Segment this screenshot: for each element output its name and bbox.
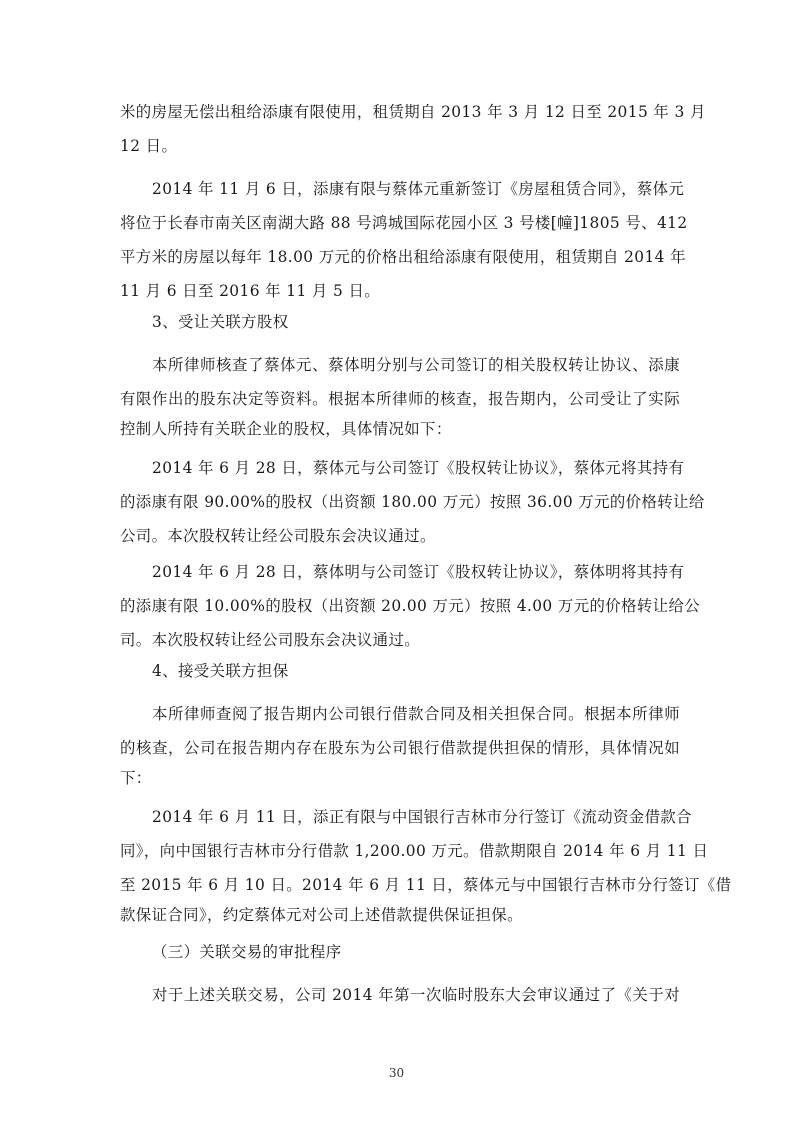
paragraph-line: 至 2015 年 6 月 10 日。2014 年 6 月 11 日，蔡体元与中国银行吉林市分行签订《借: [120, 876, 732, 894]
paragraph-line: 有限作出的股东决定等资料。根据本所律师的核查，报告期内，公司受让了实际: [120, 390, 680, 408]
paragraph-line: 的核查，公司在报告期内存在股东为公司银行借款提供担保的情形，具体情况如: [120, 739, 680, 757]
paragraph-line: 平方米的房屋以每年 18.00 万元的价格出租给添康有限使用，租赁期自 2014 年: [120, 248, 686, 266]
paragraph-line: 司。本次股权转让经公司股东会决议通过。: [120, 631, 421, 649]
paragraph-line: 2014 年 6 月 11 日，添正有限与中国银行吉林市分行签订《流动资金借款合: [152, 808, 692, 826]
paragraph-line: 的添康有限 90.00%的股权（出资额 180.00 万元）按照 36.00 万元的价格转让给: [120, 493, 705, 511]
paragraph-line: 将位于长春市南关区南湖大路 88 号鸿城国际花园小区 3 号楼[幢]1805 号、412: [120, 214, 688, 232]
paragraph-line: 米的房屋无偿出租给添康有限使用，租赁期自 2013 年 3 月 12 日至 2015 年 3 月: [120, 103, 706, 121]
paragraph-line: 的添康有限 10.00%的股权（出资额 20.00 万元）按照 4.00 万元的价格转让给公: [120, 597, 701, 615]
paragraph-line: 2014 年 11 月 6 日，添康有限与蔡体元重新签订《房屋租赁合同》，蔡体元: [152, 180, 685, 198]
page-number: 30: [388, 1066, 405, 1080]
paragraph-line: 对于上述关联交易，公司 2014 年第一次临时股东大会审议通过了《关于对: [152, 986, 680, 1004]
paragraph-line: 2014 年 6 月 28 日，蔡体元与公司签订《股权转让协议》，蔡体元将其持有: [152, 459, 685, 477]
paragraph-line: 同》，向中国银行吉林市分行借款 1,200.00 万元。借款期限自 2014 年 6 月 11 日: [120, 842, 709, 860]
section-heading: （三）关联交易的审批程序: [152, 943, 342, 961]
section-heading: 4、接受关联方担保: [152, 662, 289, 680]
paragraph-line: 本所律师查阅了报告期内公司银行借款合同及相关担保合同。根据本所律师: [152, 705, 680, 723]
paragraph-line: 款保证合同》，约定蔡体元对公司上述借款提供保证担保。: [120, 906, 523, 924]
paragraph-line: 控制人所持有关联企业的股权，具体情况如下：: [120, 420, 452, 438]
paragraph-line: 公司。本次股权转让经公司股东会决议通过。: [120, 527, 436, 545]
section-heading: 3、受让关联方股权: [152, 313, 289, 331]
paragraph-line: 下：: [120, 769, 152, 787]
paragraph-line: 12 日。: [120, 137, 178, 155]
paragraph-line: 本所律师核查了蔡体元、蔡体明分别与公司签订的相关股权转让协议、添康: [152, 356, 680, 374]
paragraph-line: 11 月 6 日至 2016 年 11 月 5 日。: [120, 282, 381, 300]
paragraph-line: 2014 年 6 月 28 日，蔡体明与公司签订《股权转让协议》，蔡体明将其持有: [152, 563, 685, 581]
